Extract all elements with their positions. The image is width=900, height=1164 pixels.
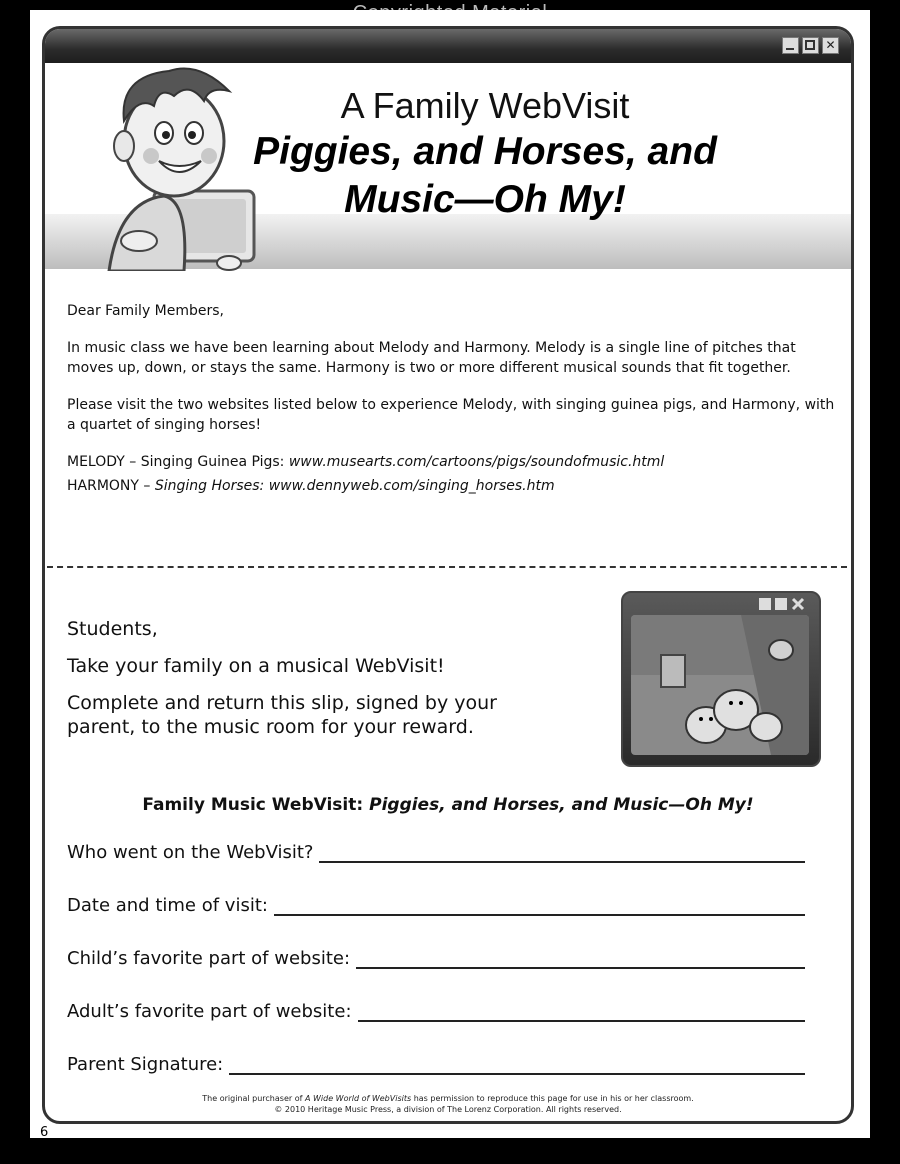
melody-line	[67, 452, 837, 472]
header-kicker: A Family WebVisit	[340, 85, 630, 126]
page	[30, 10, 870, 1138]
harmony-line	[67, 476, 837, 496]
letter-paragraph-1: In music class we have been learning about Melody and Harmony. Melody is a single line of pitches that moves up, down, or stays the same. Harmony is two or more different musical sounds that fit together.	[67, 340, 796, 376]
fill-in-line[interactable]	[356, 947, 805, 969]
field-parent-signature[interactable]	[67, 1053, 805, 1075]
field-who-went[interactable]	[67, 841, 805, 863]
melody-label: MELODY – Singing Guinea Pigs:	[67, 454, 289, 470]
slip-title-italic: Piggies, and Horses, and Music—Oh My!	[369, 795, 754, 815]
family-letter	[67, 301, 837, 500]
guinea-pigs-scene-icon	[631, 615, 809, 755]
signature-line[interactable]	[229, 1053, 805, 1075]
slip-title-prefix: Family Music WebVisit:	[142, 795, 370, 815]
website-list	[67, 452, 837, 496]
field-label: Who went on the WebVisit?	[67, 842, 314, 863]
cartoon-window-thumbnail	[621, 591, 821, 767]
field-child-favorite[interactable]	[67, 947, 805, 969]
thumbnail-screen	[631, 615, 809, 755]
students-line-2: Complete and return this slip, signed by your parent, to the music room for your reward.	[67, 692, 497, 738]
field-adult-favorite[interactable]	[67, 1000, 805, 1022]
footer-line-1	[45, 1093, 851, 1104]
footer-text: The original purchaser of	[202, 1094, 305, 1103]
field-label: Date and time of visit:	[67, 895, 268, 916]
students-line-1: Take your family on a musical WebVisit!	[67, 655, 445, 677]
field-label: Adult’s favorite part of website:	[67, 1001, 352, 1022]
thumbnail-window-controls-icon	[759, 597, 811, 611]
minimize-icon	[782, 37, 799, 54]
harmony-url: Singing Horses: www.dennyweb.com/singing_horses.htm	[154, 478, 555, 494]
field-date-time[interactable]	[67, 894, 805, 916]
students-salutation: Students,	[67, 618, 158, 640]
header-title-line1: Piggies, and Horses, and	[253, 130, 717, 173]
letter-greeting: Dear Family Members,	[67, 303, 225, 319]
footer-text: has permission to reproduce this page for use in his or her classroom.	[411, 1094, 694, 1103]
letter-paragraph-2: Please visit the two websites listed below to experience Melody, with singing guinea pigs, and Harmony, with a quartet of singing horses!	[67, 397, 835, 433]
fill-in-line[interactable]	[319, 841, 805, 863]
melody-url: www.musearts.com/cartoons/pigs/soundofmusic.html	[288, 454, 665, 470]
browser-window-frame	[42, 26, 854, 1124]
fill-in-line[interactable]	[358, 1000, 805, 1022]
header-title-line2: Music—Oh My!	[344, 178, 626, 221]
page-number: 6	[40, 1125, 49, 1140]
field-label: Child’s favorite part of website:	[67, 948, 351, 969]
cut-line-divider	[47, 566, 847, 568]
header-title-block	[225, 85, 745, 223]
close-icon: ✕	[822, 37, 839, 54]
students-note	[67, 617, 537, 752]
copyright-footer	[45, 1093, 851, 1115]
fill-in-line[interactable]	[274, 894, 805, 916]
footer-line-2: © 2010 Heritage Music Press, a division of The Lorenz Corporation. All rights reserved.	[274, 1105, 622, 1114]
slip-title	[45, 795, 851, 815]
field-label: Parent Signature:	[67, 1054, 224, 1075]
window-controls	[782, 37, 839, 54]
harmony-label: HARMONY –	[67, 478, 155, 494]
footer-book-title: A Wide World of WebVisits	[304, 1094, 412, 1103]
maximize-icon	[802, 37, 819, 54]
